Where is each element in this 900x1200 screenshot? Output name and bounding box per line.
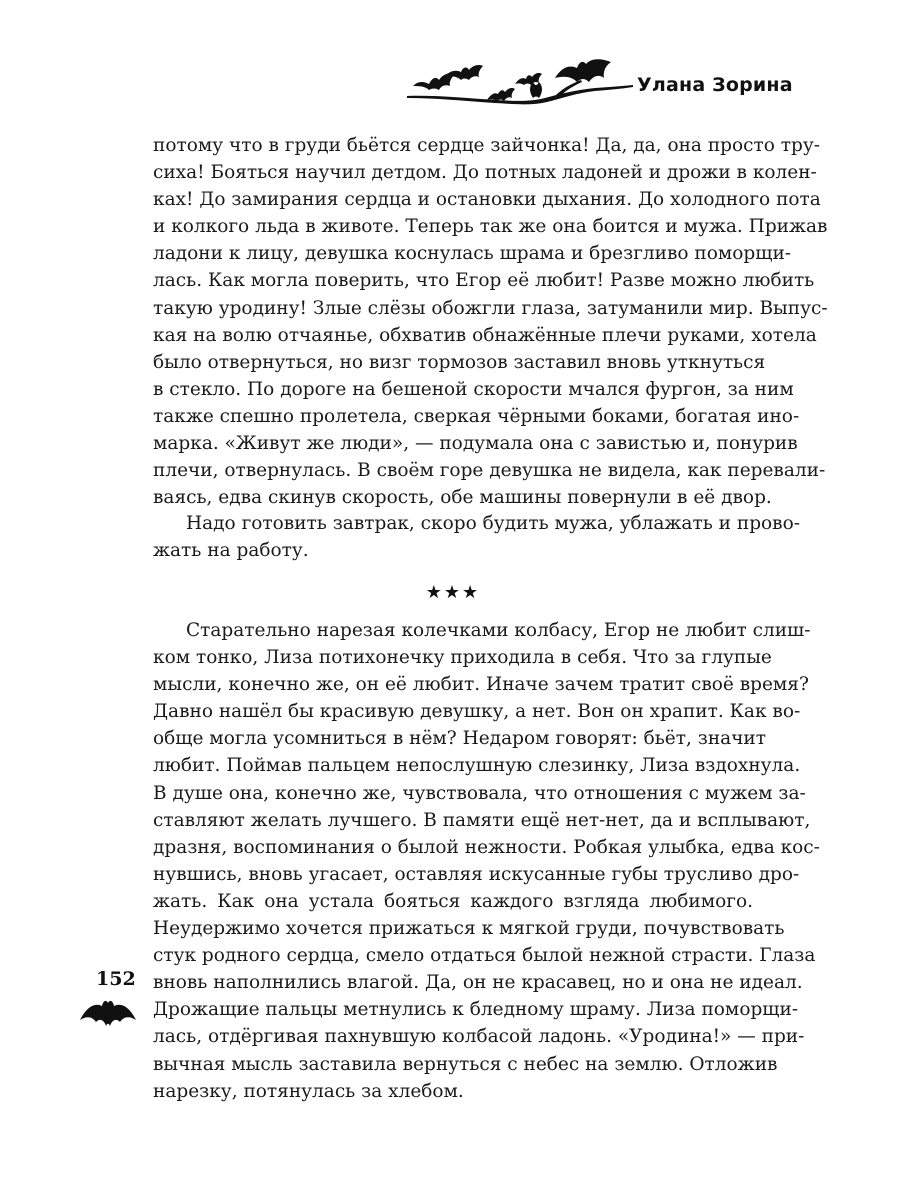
text-line: плечи, отвернулась. В своём горе девушка не видела, как перевали- bbox=[153, 460, 826, 482]
text-line: ках! До замирания сердца и остановки дыхания. До холодного пота bbox=[153, 189, 821, 211]
paragraph-continued bbox=[153, 132, 828, 511]
text-line: марка. «Живут же люди», — подумала она с завистью и, понурив bbox=[153, 433, 798, 455]
text-line: стук родного сердца, смело отдаться былой нежной страсти. Глаза bbox=[153, 945, 816, 967]
text-line: лась. Как могла поверить, что Егор её любит! Разве можно любить bbox=[153, 270, 815, 292]
author-name: Улана Зорина bbox=[637, 74, 793, 96]
text-line: ком тонко, Лиза потихонечку приходила в себя. Что за глупые bbox=[153, 647, 772, 669]
bat-icon bbox=[78, 996, 138, 1030]
text-line: ладони к лицу, девушка коснулась шрама и брезгливо поморщи- bbox=[153, 243, 792, 265]
text-line: В душе она, конечно же, чувствовала, что отношения с мужем за- bbox=[153, 782, 806, 804]
bats-on-branch-icon bbox=[405, 58, 635, 113]
text-line: сиха! Бояться научил детдом. До потных ладоней и дрожи в колен- bbox=[153, 162, 817, 184]
text-line: ваясь, едва скинув скорость, обе машины повернули в её двор. bbox=[153, 487, 772, 509]
text-line: в стекло. По дороге на бешеной скорости мчался фургон, за ним bbox=[153, 378, 794, 400]
text-line: было отвернуться, но визг тормозов заставил вновь уткнуться bbox=[153, 351, 766, 373]
text-line: потому что в груди бьётся сердце зайчонка! Да, да, она просто тру- bbox=[153, 135, 820, 156]
text-line: Старательно нарезая колечками колбасу, Егор не любит слиш- bbox=[186, 620, 811, 641]
text-line: мысли, конечно же, он её любит. Иначе зачем тратит своё время? bbox=[153, 674, 809, 696]
text-line: Дрожащие пальцы метнулись к бледному шраму. Лиза поморщи- bbox=[153, 999, 799, 1021]
text-line: дразня, воспоминания о былой нежности. Робкая улыбка, едва кос- bbox=[153, 836, 820, 858]
text-line: кая на волю отчаянье, обхватив обнажённые плечи руками, хотела bbox=[153, 324, 817, 346]
text-line: нарезку, потянулась за хлебом. bbox=[153, 1080, 464, 1102]
paragraph bbox=[153, 510, 800, 564]
text-line: вычная мысль заставила вернуться с небес на землю. Отложив bbox=[153, 1053, 778, 1075]
text-line: обще могла усомниться в нём? Недаром говорят: бьёт, значит bbox=[153, 728, 767, 750]
text-line: также спешно пролетела, сверкая чёрными боками, богатая ино- bbox=[153, 405, 800, 427]
text-line: жать. Как она устала бояться каждого взгляда любимого. bbox=[153, 890, 753, 912]
text-line: любит. Поймав пальцем непослушную слезинку, Лиза вздохнула. bbox=[153, 755, 801, 777]
section-separator: ★★★ bbox=[425, 582, 481, 603]
text-line: такую уродину! Злые слёзы обожгли глаза, затуманили мир. Выпус- bbox=[153, 297, 828, 319]
text-line: Неудержимо хочется прижаться к мягкой груди, почувствовать bbox=[153, 918, 785, 940]
page-number: 152 bbox=[96, 968, 136, 990]
running-header bbox=[405, 58, 793, 113]
text-line: и колкого льда в животе. Теперь так же она боится и мужа. Прижав bbox=[153, 216, 828, 238]
text-line: Надо готовить завтрак, скоро будить мужа, ублажать и прово- bbox=[186, 513, 800, 534]
text-line: ставляют желать лучшего. В памяти ещё нет-нет, да и всплывают, bbox=[153, 809, 811, 831]
paragraph bbox=[153, 617, 820, 1105]
text-line: жать на работу. bbox=[153, 540, 309, 562]
text-line: лась, отдёргивая пахнувшую колбасой ладонь. «Уродина!» — при- bbox=[153, 1026, 805, 1048]
text-line: нувшись, вновь угасает, оставляя искусанные губы трусливо дро- bbox=[153, 863, 800, 885]
text-line: вновь наполнились влагой. Да, он не красавец, но и она не идеал. bbox=[153, 972, 803, 994]
text-line: Давно нашёл бы красивую девушку, а нет. Вон он храпит. Как во- bbox=[153, 701, 801, 723]
